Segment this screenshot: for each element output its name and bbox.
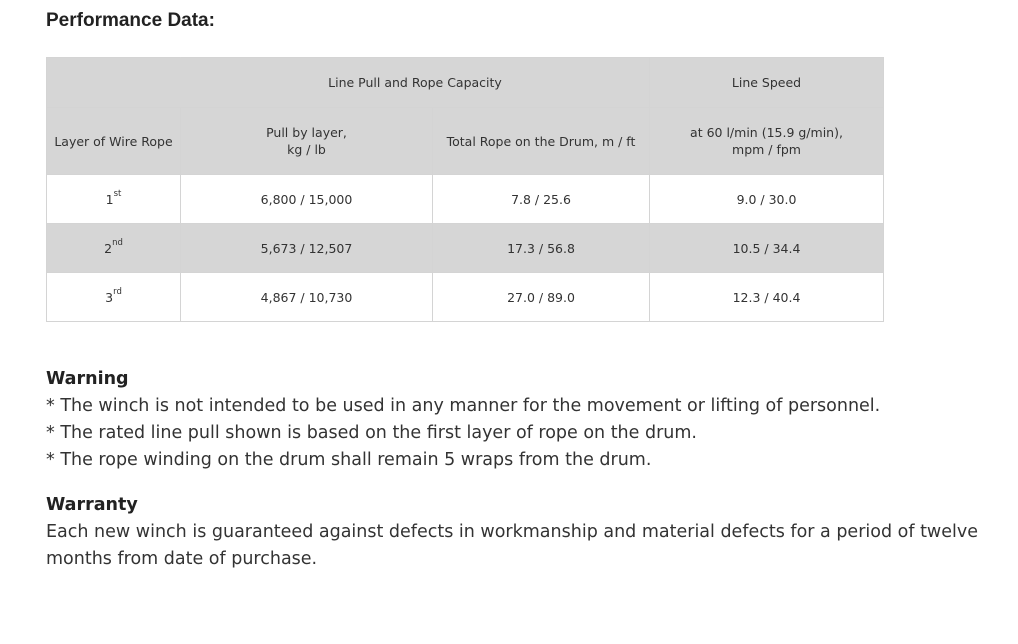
layer-number: 3 [105,289,114,305]
rope-cell: 7.8 / 25.6 [433,175,650,224]
column-header-layer: Layer of Wire Rope [47,108,181,175]
speed-cell: 9.0 / 30.0 [650,175,884,224]
pull-cell: 4,867 / 10,730 [181,273,433,322]
warning-item: * The rated line pull shown is based on the first layer of rope on the drum. [46,423,697,443]
layer-cell [47,273,181,322]
warning-item: * The rope winding on the drum shall remain 5 wraps from the drum. [46,450,652,470]
warning-block [46,366,986,474]
speed-cell: 10.5 / 34.4 [650,224,884,273]
layer-number: 1 [105,191,114,207]
rope-cell: 17.3 / 56.8 [433,224,650,273]
layer-suffix: rd [113,287,122,298]
pull-cell: 5,673 / 12,507 [181,224,433,273]
column-header-pull-line1: Pull by layer, [266,125,347,140]
header-blank-cell [47,58,181,108]
warranty-text: Each new winch is guaranteed against defects in workmanship and material defects for a period of twelve months from date of purchase. [46,522,978,569]
warning-item: * The winch is not intended to be used in any manner for the movement or lifting of personnel. [46,396,881,416]
column-header-speed-line1: at 60 l/min (15.9 g/min), [690,125,843,140]
table-column-header-row [47,108,884,175]
column-header-pull-line2: kg / lb [287,142,326,157]
warranty-block [46,492,986,573]
layer-suffix: st [113,189,122,200]
group-header-speed: Line Speed [650,58,884,108]
layer-number: 2 [104,240,113,256]
column-header-speed [650,108,884,175]
column-header-rope: Total Rope on the Drum, m / ft [433,108,650,175]
layer-cell [47,175,181,224]
group-header-capacity: Line Pull and Rope Capacity [181,58,650,108]
table-row [47,224,884,273]
notes-section [46,366,986,573]
speed-cell: 12.3 / 40.4 [650,273,884,322]
page-heading: Performance Data: [46,10,215,31]
performance-table [46,57,884,322]
layer-suffix: nd [112,238,123,249]
column-header-pull [181,108,433,175]
pull-cell: 6,800 / 15,000 [181,175,433,224]
table-group-header-row [47,58,884,108]
layer-cell [47,224,181,273]
table-row [47,273,884,322]
table-row [47,175,884,224]
warning-title: Warning [46,369,129,389]
column-header-speed-line2: mpm / fpm [732,142,801,157]
warranty-title: Warranty [46,495,138,515]
rope-cell: 27.0 / 89.0 [433,273,650,322]
